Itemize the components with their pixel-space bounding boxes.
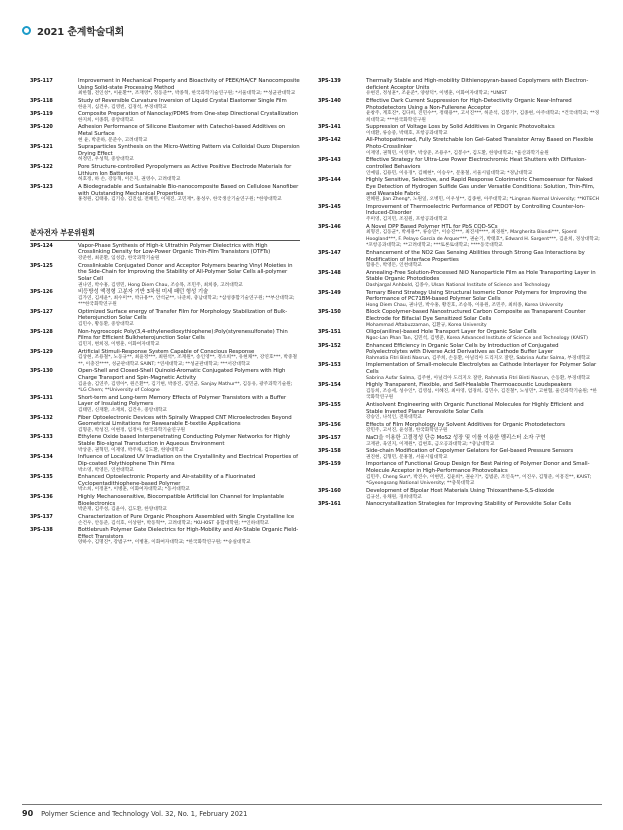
entry-content — [366, 137, 600, 157]
entry-authors: 현 윤, 박준하, 문준수, 고려대학교 — [78, 137, 148, 143]
entry-title: Enhancement of the NO2 Gas Sensing Abilities through Strong Gas Interactions by Modification of Interface Properties — [366, 249, 585, 263]
entry-authors: 고재관, 육연지, 이재원*, 김현호, 금오공과대학교; *충남대학교 — [366, 441, 495, 447]
entry-title: Vapor-Phase Synthesis of High-k Ultrathin Polymer Dielectrics with High Crosslinking Density for Low-Power Organic Thin-Film Transistors (OTFTs) — [78, 242, 271, 256]
entry-code: 3PS-122 — [30, 163, 53, 170]
entry-content — [78, 474, 300, 494]
abstract-entry — [30, 78, 300, 98]
abstract-entry — [318, 177, 600, 204]
abstract-entry — [30, 494, 300, 514]
entry-content — [78, 454, 300, 474]
entry-authors: 허정민, 우성혁, 중앙대학교 — [78, 157, 134, 163]
entry-authors: 김윤솔, 김연주, 김영아*, 원은환**, 김기현, 박종진, 김민균, Sanjay Mathur**, 김동유, 광주과학기술원; *LG Chem; **University of Cologne — [78, 381, 293, 394]
entry-content — [78, 395, 300, 415]
entry-content — [366, 250, 600, 270]
entry-code: 3PS-147 — [318, 249, 341, 256]
entry-code: 3PS-138 — [30, 527, 53, 534]
entry-content — [366, 501, 600, 508]
entry-title: Implementation of Small-molecule Electrolytes as Cathode Interlayer for Polymer Solar Cells — [366, 362, 597, 376]
entry-authors: 박상준, 권혁민, 이재영, 박주채, 김도환, 한양대학교 — [78, 447, 184, 453]
abstract-entry — [30, 309, 300, 329]
entry-authors: 최형진, 김동균*, 박세용**, 류승연*, 이승진***, 최진세****, 최경원*, Margherita Biondi***, Sjoerd Hoogland***, F. Pelayo García de Arquer***, 권순기, 박태호*, Edward H. Sargent***, 김윤희, 경상대학교; *포항공과대학교; **고려대학교; ***토론토대학교; ****동국대학교 — [366, 230, 600, 249]
entry-content — [366, 461, 600, 487]
entry-content — [78, 111, 300, 124]
abstract-entry — [318, 270, 600, 290]
entry-authors: 함용은, 박영돈, 인천대학교 — [366, 263, 422, 269]
entry-title: Bottlebrush Polymer Gate Dielectrics for High-Mobility and Air-Stable Organic Field-Effect Transistors — [78, 527, 299, 540]
entry-authors: 김동희, 조승세, 성수인*, 김영섭, 이혜진, 최아영, 엄경희, 김민수, 김진철*, 노성민*, 고현협, 울산과학기술원; *한국화학연구원 — [366, 388, 597, 401]
entry-content — [78, 144, 300, 164]
entry-authors: 인예림, 김용민, 이유경*, 김혜현*, 이승우*, 문홍철, 서울시립대학교; *경남대학교 — [366, 170, 533, 176]
abstract-entry — [318, 461, 600, 487]
entry-authors: 강민주, 고서진, 윤성철, 한국화학연구원 — [366, 428, 448, 434]
entry-authors: 박준재, 김주성, 김윤아, 김도환, 한양대학교 — [78, 507, 167, 513]
entry-code: 3PS-133 — [30, 434, 53, 441]
entry-title: Composite Preparation of Nanoclay/PDMS from One-step Directional Crystallization — [78, 111, 299, 118]
entry-title: Annealing-Free Solution-Processed NiO Nanoparticle Film as Hole Transporting Layer in Stable Organic Photodiodes — [366, 269, 596, 283]
entry-title: Ternary Blend Strategy Using Structural Isomeric Donor Polymers for Improving the Performance of PC71BM-based Polymer Solar Cells — [366, 289, 587, 303]
entry-content — [366, 157, 600, 177]
entry-title: Artificial Stimuli-Response System Capable of Conscious Response — [78, 348, 255, 355]
entry-title: Oligo(aniline)-based Hole Transport Layer for Organic Solar Cells — [366, 329, 537, 336]
abstract-entry — [30, 144, 300, 164]
entry-authors: 김상현, 조용철*, 노동규**, 최윤정***, 최원석*, 조재원*, 송인영**, 정소희**, 유현채**, 강연호***, 박중철**, 이충진****, 성균관대학교 SAINT; *연세대학교; **성균관대학교; ***서강대학교 — [78, 355, 298, 367]
entry-content — [366, 204, 600, 224]
page-header — [22, 22, 124, 38]
entry-content — [78, 527, 300, 547]
entry-title: Influence of Localized UV Irradiation on the Crystallinity and Electrical Properties of Dip-coated Polythiophene Thin Films — [78, 454, 299, 467]
entry-authors: 손건우, 안동준, 김석호, 이상원*, 박동혁**, 고려대학교; *KU-KIST 융합대학원; **인하대학교 — [78, 520, 269, 526]
abstract-entry — [30, 395, 300, 415]
entry-code: 3PS-160 — [318, 487, 341, 494]
entry-content — [366, 270, 600, 290]
entry-title: Highly Mechanosensitive, Biocompatible Artificial Ion Channel for Implantable Bioelectronics — [78, 494, 285, 507]
section-title: 분자전자 부문위원회 — [30, 228, 300, 241]
entry-authors: 김민주, Cheng Sun*, 박진수, 이현민, 김윤희*, 권순기*, 김범준, 조인욱**, 이진우, 김형준, 이흥진**, KAIST; *Gyeongsang National University; **충북대학교 — [366, 474, 592, 487]
entry-code: 3PS-158 — [318, 448, 341, 455]
entry-authors: Sabrina Aufar Salma, 김주현, 아닐리아 도리지오 잘란, Rahmatia Fitri Binti Nasrun, 손동환, 부경대학교 — [366, 375, 591, 381]
entry-authors: Ngoc-Lan Phan Tan, 김민석, 김병준, Korea Advanced Institute of Science and Technology (KAIST) — [366, 335, 588, 341]
entry-authors: Hong Diem Chau, 권나연, 박수홍, 황진호, 조승목, 이용원, 조민주, 최희종, Korea University — [366, 302, 564, 308]
entry-title: Side-chain Modification of Copolymer Gelators for Gel-based Pressure Sensors — [366, 448, 574, 455]
entry-title: Thermally Stable and High-mobility Dithienopyran-based Copolymers with Electron-deficient Acceptor Units — [366, 78, 589, 91]
entry-title: A Novel DPP Based Polymer HTL for PbS CQD-SCs — [366, 223, 498, 230]
entry-title: Enhanced Efficiency in Organic Solar Cells by Introduction of Conjugated Polyelectrolytes with Diverse Acid Derivatives as Cathode Buffer Layer — [366, 342, 559, 356]
abstract-entry — [318, 329, 600, 342]
entry-code: 3PS-118 — [30, 97, 53, 104]
abstract-entry — [318, 124, 600, 137]
entry-code: 3PS-126 — [30, 289, 53, 296]
entry-content — [366, 224, 600, 250]
entry-content — [78, 124, 300, 144]
entry-title: A Biodegradable and Sustainable Bio-nanocomposite Based on Cellulose Nanofiber with Outstanding Mechanical Properties — [78, 183, 299, 197]
abstract-entry — [30, 289, 300, 309]
entry-content — [366, 382, 600, 402]
entry-title: Effective Dark Current Suppression for High-Detectivity Organic Near-Infrared Photodetectors Using a Non-Fullerene Acceptor — [366, 97, 572, 111]
entry-content — [78, 309, 300, 329]
entry-title: Antisolvent Engineering with Organic Functional Molecules for Highly Efficient and Stable Inverted Planar Perovskite Solar Cells — [366, 401, 584, 415]
entry-title: Fiber Optoelectronic Devices with Spirally Wrapped CNT Microelectrodes Beyond Geometrical Limitations for Rewearable E-textile Applications — [78, 414, 292, 428]
entry-content — [366, 343, 600, 363]
entry-authors: 주미영, 김지민, 조길원, 포항공과대학교 — [366, 217, 448, 223]
entry-authors: 홍정원, 김태용, 김기승, 김진섭, 전혜민, 이제진, 고민재*, 홍성우, 한국생산기술연구원; *한양대학교 — [78, 197, 282, 203]
entry-content — [78, 164, 300, 184]
entry-content — [78, 184, 300, 204]
page-number: 90 — [22, 809, 34, 818]
entry-title: Pore Structure-controlled Pyropolymers as Active Positive Electrode Materials for Lithium Ion Batteries — [78, 163, 292, 177]
left-column — [30, 78, 300, 547]
journal-citation: Polymer Science and Technology Vol. 32, No. 1, February 2021 — [41, 809, 248, 818]
entry-content — [78, 329, 300, 349]
entry-code: 3PS-137 — [30, 513, 53, 520]
entry-title: Adhesion Performance of Silicone Elastomer with Catechol-based Additives on Metal Surface — [78, 124, 286, 137]
entry-content — [366, 98, 600, 124]
entry-title: Development of Bipolar Host Materials Using Thioxanthene-S,S-dioxide — [366, 487, 555, 494]
entry-content — [366, 177, 600, 204]
entry-title: Study of Reversible Curvature Inversion of Liquid Crystal Elastomer Single Film — [78, 97, 287, 104]
entry-authors: 이대환, 류승중, 박태호, 포항공과대학교 — [366, 130, 448, 136]
entry-code: 3PS-153 — [318, 362, 341, 369]
entry-title: Nanocrystallization Strategies for Improving Stability of Perovskite Solar Cells — [366, 501, 572, 508]
abstract-entry — [318, 343, 600, 363]
conference-title: 2021 춘계학술대회 — [37, 26, 125, 38]
abstract-entry — [318, 290, 600, 310]
abstract-entry — [318, 309, 600, 329]
circle-bullet-icon — [22, 26, 31, 35]
entry-title: 비등방성 액정형 고분자 기반 3차원 미세 패턴 형성 기술 — [78, 289, 209, 296]
abstract-entry — [30, 98, 300, 111]
entry-code: 3PS-156 — [318, 421, 341, 428]
entry-content — [78, 434, 300, 454]
entry-authors: 김가연, 김세윤*, 최수미**, 박규용**, 안석균**, 나준희, 충남대학교; *삼성종합기술연구원; **부산대학교; ***한국화학연구원 — [78, 295, 295, 308]
entry-code: 3PS-144 — [318, 177, 341, 184]
entry-authors: 박소희, 이정훈*, 이병훈, 이화여자대학교; *동서대학교 — [78, 487, 190, 493]
entry-code: 3PS-127 — [30, 308, 53, 315]
entry-authors: 김태민, 신재환, 소재희, 김건우, 중앙대학교 — [78, 408, 167, 414]
entry-content — [366, 402, 600, 422]
entry-code: 3PS-148 — [318, 269, 341, 276]
abstract-entry — [30, 124, 300, 144]
entry-authors: 최한협, 전인성*, 이운환**, 조재영*, 정동준**, 박종혁, 한국과학기술연구원; *서울대학교; **성균관대학교 — [78, 91, 296, 97]
entry-content — [366, 488, 600, 501]
entry-code: 3PS-121 — [30, 144, 53, 151]
entry-code: 3PS-149 — [318, 289, 341, 296]
entry-title: Supraparticles Synthesis on the Micro-Wetting Pattern via Colloidal Ouzo Dispersion Drying Effect — [78, 144, 300, 157]
entry-authors: 한윤지, 심건우, 김영빈, 김경석, 부경대학교 — [78, 104, 167, 110]
abstract-entry — [318, 157, 600, 177]
entry-code: 3PS-146 — [318, 223, 341, 230]
abstract-entry — [30, 349, 300, 369]
entry-title: Short-term and Long-term Memory Effects of Polymer Transistors with a Buffer Layer of Insulating Polymers — [78, 394, 287, 408]
entry-code: 3PS-130 — [30, 368, 53, 375]
entry-code: 3PS-119 — [30, 111, 53, 118]
entry-code: 3PS-123 — [30, 183, 53, 190]
entry-content — [366, 290, 600, 310]
entry-title: Effective Strategy for Ultra-Low Power Electrochromic Heat Shutters with Diffusion-controlled Behaviors — [366, 157, 587, 170]
abstract-entry — [318, 224, 600, 250]
entry-content — [78, 494, 300, 514]
entry-content — [366, 435, 600, 448]
entry-title: Suppression of Voltage Loss by Solid Additives in Organic Photovoltaics — [366, 124, 555, 131]
abstract-entry — [30, 434, 300, 454]
entry-code: 3PS-154 — [318, 382, 341, 389]
entry-authors: 한지희, 이종휘, 중앙대학교 — [78, 117, 134, 123]
abstract-entry — [30, 164, 300, 184]
abstract-entry — [30, 329, 300, 349]
entry-content — [366, 329, 600, 342]
entry-content — [366, 448, 600, 461]
entry-authors: Mohammad Aftabuzzaman, 김환규, Korea University — [366, 322, 487, 328]
entry-title: Enhanced Optoelectronic Property and Air-stability of a Fluorinated Cyclopentadithiophene-based Polymer — [78, 474, 256, 487]
abstract-entry — [318, 250, 600, 270]
entry-code: 3PS-132 — [30, 414, 53, 421]
entry-authors: 김민수, 황동환, 중앙대학교 — [78, 322, 134, 328]
entry-code: 3PS-143 — [318, 157, 341, 164]
abstract-entry — [30, 111, 300, 124]
entry-content — [78, 289, 300, 309]
entry-title: Open-Shell and Closed-Shell Quinoid-Aromatic Conjugated Polymers with High Charge Transport and Spin-Magnetic Activity — [78, 368, 286, 381]
entry-authors: 강승인, 나석인, 전북대학교 — [366, 415, 422, 421]
abstract-entry — [318, 501, 600, 508]
entry-code: 3PS-142 — [318, 137, 341, 144]
entry-title: Crosslinkable Conjugated Donor and Acceptor Polymers bearing Vinyl Moieties in the Side-Chain for Improving the Stability of All-Polymer Solar Cells all-polymer Solar Cell — [78, 262, 293, 282]
abstract-entry — [318, 435, 600, 448]
page-footer — [22, 804, 602, 818]
entry-authors: 강준헌, 최준환, 임성갑, 한국과학기술원 — [78, 256, 160, 262]
entry-content — [366, 78, 600, 98]
abstract-entry — [30, 415, 300, 435]
entry-code: 3PS-124 — [30, 242, 53, 249]
entry-authors: Rahmatia Fitri Binti Nasrun, 김주희, 손동환, 아닐리아 도리지오 잘란, Sabrina Aufar Salma, 부경대학교 — [366, 355, 591, 361]
entry-authors: 양하수, 김명진*, 강범구**, 이병훈, 이화여자대학교; *한국화학연구원; **숭실대학교 — [78, 540, 251, 546]
entry-code: 3PS-139 — [318, 78, 341, 84]
entry-title: Improvement of Thermoelectric Performance of PEDOT by Controlling Counter-Ion-Induced-Disorder — [366, 203, 585, 217]
entry-content — [366, 422, 600, 435]
entry-title: Non-hygroscopic Poly(3,4-ethylenedioxythiophene):Poly(styrenesulfonate) Thin Films for Efficient Bulkheterojunction Solar Cells — [78, 328, 288, 342]
abstract-entry — [30, 368, 300, 394]
abstract-entry — [30, 514, 300, 527]
entry-code: 3PS-145 — [318, 203, 341, 210]
entry-content — [366, 124, 600, 137]
entry-title: Optimized Surface energy of Transfer Film for Morphology Stabilization of Bulk-Heterojunction Solar Cells — [78, 308, 288, 322]
entry-code: 3PS-135 — [30, 474, 53, 481]
entry-content — [78, 514, 300, 527]
entry-title: Characterization of Pure Organic Phosphors Assembled with Single Crystalline Ice — [78, 513, 295, 520]
entry-title: Ethylene Oxide based Interpenetrating Conducting Polymer Networks for Highly Stable Bio-signal Transduction in Aqueous Environment — [78, 434, 291, 448]
abstract-entry — [318, 382, 600, 402]
entry-authors: 권진현, 김형민, 문홍철, 서울시립대학교 — [366, 454, 448, 460]
right-column — [318, 78, 600, 508]
entry-code: 3PS-136 — [30, 494, 53, 500]
entry-title: Block Copolymer-based Nanostructured Carbon Composite as Transparent Counter Electrode for Bifacial Dye Sensitized Solar Cells — [366, 309, 586, 323]
entry-title: Effects of Film Morphology by Solvent Additives for Organic Photodetectors — [366, 421, 566, 428]
abstract-entry — [318, 98, 600, 124]
entry-authors: 유현진, 정성훈*, 조윤준*, 양창덕*, 이병훈, 이화여자대학교; *UNIST — [366, 91, 508, 97]
entry-authors: Dashjargal Anhbold, 김종수, Ulsan National Institute of Science and Technology — [366, 283, 551, 289]
entry-code: 3PS-125 — [30, 262, 53, 269]
entry-content — [78, 78, 300, 98]
entry-list-right — [318, 78, 600, 508]
abstract-entry — [30, 454, 300, 474]
entry-code: 3PS-159 — [318, 461, 341, 468]
entry-title: Importance of Functional Group Design for Best Pairing of Polymer Donor and Small-Molecule Acceptor in High-Performance Photovoltaics — [366, 461, 590, 475]
entry-authors: 권나연, 박수홍, 김영민, Hong Diem Chau, 조승목, 조민주, 최희종, 고려대학교 — [78, 282, 243, 288]
entry-authors: 김형준, 박성진, 이현정, 임정아, 한국과학기술연구원 — [78, 427, 186, 433]
entry-title: Highly Sensitive, Selective, and Rapid Response Colorimetric Chemosensor for Naked Eye Detection of Hydrogen Sulfide Gas under Versatile Conditions: Solution, Thin-Film, and Wearable Fabric — [366, 177, 595, 197]
entry-content — [78, 98, 300, 111]
entry-code: 3PS-150 — [318, 309, 341, 316]
entry-code: 3PS-128 — [30, 328, 53, 335]
entry-authors: 이재영, 권혁민, 이영재*, 박상준, 조용우*, 김봉수*, 김도환, 한양대학교; *울산과학기술원 — [366, 150, 549, 156]
entry-code: 3PS-120 — [30, 124, 53, 131]
entry-content — [78, 368, 300, 394]
entry-title: Highly Transparent, Flexible, and Self-Healable Thermoacoustic Loudspeakers — [366, 382, 572, 389]
entry-code: 3PS-152 — [318, 342, 341, 349]
entry-authors: 김민지, 변희경, 이병훈, 이화여자대학교 — [78, 342, 160, 347]
entry-code: 3PS-157 — [318, 435, 341, 442]
entry-code: 3PS-134 — [30, 454, 53, 461]
entry-content — [78, 243, 300, 263]
abstract-entry — [318, 78, 600, 98]
entry-code: 3PS-161 — [318, 501, 341, 508]
entry-authors: 윤창주, 계호진*, 김다희, 진민수**, 정태용**, 고서진***, 허준석, 김봉기*, 김종현, 아주대학교; *건국대학교; **경희대학교; ***한국화학연구원 — [366, 111, 600, 123]
abstract-entry — [318, 488, 600, 501]
abstract-entry — [30, 263, 300, 290]
abstract-entry — [318, 448, 600, 461]
abstract-entry — [318, 137, 600, 157]
entry-code: 3PS-131 — [30, 394, 53, 401]
abstract-entry — [30, 184, 300, 204]
entry-list-molecular-electronics — [30, 243, 300, 547]
entry-list-top — [30, 78, 300, 204]
entry-code: 3PS-141 — [318, 124, 341, 131]
entry-code: 3PS-151 — [318, 329, 341, 336]
entry-content — [366, 362, 600, 382]
entry-title: All-Photopatterned, Fully Stretchable Ion Gel-Gated Transistor Array Based on Flexible Photo-Crosslinker — [366, 137, 594, 151]
abstract-entry — [318, 422, 600, 435]
abstract-entry — [318, 362, 600, 382]
entry-authors: 박소영, 박영돈, 인천대학교 — [78, 467, 134, 473]
abstract-entry — [318, 402, 600, 422]
entry-content — [366, 309, 600, 329]
entry-title: Improvement in Mechanical Property and Bioactivity of PEEK/HA/CF Nanocomposite Using Solid-state Processing Method — [78, 78, 300, 91]
abstract-entry — [30, 527, 300, 547]
entry-title: NaCl을 이용한 고결정성 단층 MoS2 성장 및 이를 이용한 멤리스터 소자 구현 — [366, 435, 546, 442]
entry-code: 3PS-117 — [30, 78, 53, 84]
entry-code: 3PS-155 — [318, 401, 341, 408]
abstract-entry — [318, 204, 600, 224]
entry-content — [78, 349, 300, 369]
entry-authors: 허호정, 하 손, 강동혁, 이은지, 권영수, 고려대학교 — [78, 177, 181, 183]
entry-authors: 김규선, 유채원, 경희대학교 — [366, 494, 422, 500]
entry-authors: 전혜원, Jian Zheng*, 노원일, 오병민, 이우성**, 김종현, 아주대학교; *Lingnan Normal University; **KITECH — [366, 197, 600, 203]
entry-code: 3PS-129 — [30, 348, 53, 355]
abstract-entry — [30, 243, 300, 263]
entry-content — [78, 415, 300, 435]
entry-code: 3PS-140 — [318, 97, 341, 104]
abstract-entry — [30, 474, 300, 494]
entry-content — [78, 263, 300, 290]
